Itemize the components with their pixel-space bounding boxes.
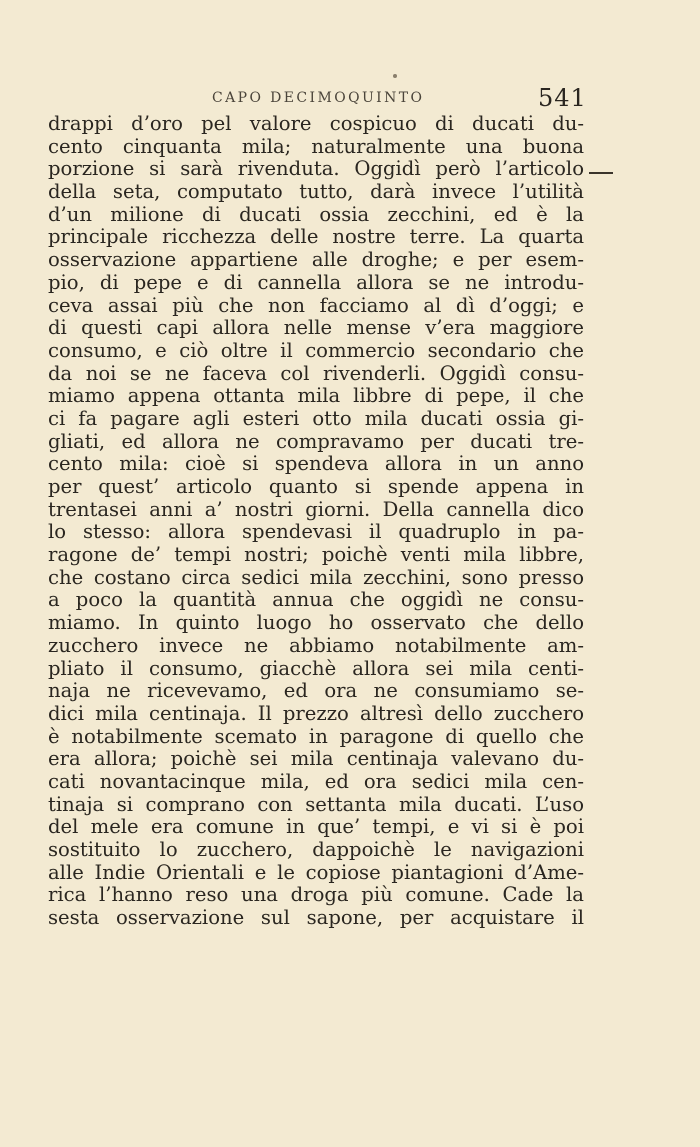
text-line: cento mila: cioè si spendeva allora in un anno [48, 452, 584, 476]
text-line: per quest’ articolo quanto si spende appena in [48, 475, 584, 498]
page-number: 541 [538, 84, 587, 112]
text-line: della seta, computato tutto, darà invece l’utilità [48, 180, 584, 204]
text-line: pliato il consumo, giacchè allora sei mila centi- [48, 656, 584, 680]
text-line: ci fa pagare agli esteri otto mila ducati ossia gi- [48, 406, 584, 430]
text-line: ceva assai più che non facciamo al dì d’oggi; e [48, 293, 584, 317]
text-line: da noi se ne faceva col rivenderli. Oggidì consu- [48, 361, 584, 385]
text-line: d’un milione di ducati ossia zecchini, ed è la [48, 202, 584, 226]
text-line: tinaja si comprano con settanta mila ducati. L’uso [48, 792, 584, 816]
text-line: lo stesso: allora spendevasi il quadruplo in pa- [48, 520, 584, 544]
text-line: principale ricchezza delle nostre terre. La quarta [48, 225, 584, 249]
text-line: drappi d’oro pel valore cospicuo di ducati du- [48, 112, 584, 135]
text-line: naja ne ricevevamo, ed ora ne consumiamo se- [48, 679, 584, 703]
text-line: è notabilmente scemato in paragone di quello che [48, 724, 584, 748]
margin-dash [589, 172, 613, 174]
text-line: gliati, ed allora ne compravamo per ducati tre- [48, 429, 584, 453]
text-line: trentasei anni a’ nostri giorni. Della cannella dico [48, 497, 584, 521]
text-line: ragone de’ tempi nostri; poichè venti mila libbre, [48, 543, 584, 567]
running-title: CAPO DECIMOQUINTO [212, 90, 425, 106]
text-line: del mele era comune in que’ tempi, e vi si è poi [48, 815, 584, 839]
running-head [0, 84, 700, 114]
text-line: cati novantacinque mila, ed ora sedici mila cen- [48, 769, 584, 793]
text-line: pio, di pepe e di cannella allora se ne introdu- [48, 270, 584, 294]
text-line: a poco la quantità annua che oggidì ne consu- [48, 588, 584, 612]
text-line: miamo. In quinto luogo ho osservato che dello [48, 611, 584, 635]
text-line: dici mila centinaja. Il prezzo altresì dello zucchero [48, 701, 584, 725]
text-line: miamo appena ottanta mila libbre di pepe, il che [48, 384, 584, 408]
text-line: osservazione appartiene alle droghe; e per esem- [48, 248, 584, 272]
text-line: che costano circa sedici mila zecchini, sono presso [48, 565, 584, 589]
body-text [48, 113, 584, 930]
text-line: porzione si sarà rivenduta. Oggidì però l’articolo [48, 157, 584, 181]
text-line: rica l’hanno reso una droga più comune. Cade la [48, 883, 584, 907]
text-line: era allora; poichè sei mila centinaja valevano du- [48, 747, 584, 771]
text-line: sostituito lo zucchero, dappoichè le navigazioni [48, 838, 584, 861]
text-line: di questi capi allora nelle mense v’era maggiore [48, 316, 584, 340]
text-line: zucchero invece ne abbiamo notabilmente am- [48, 633, 584, 657]
print-speck [393, 74, 397, 78]
text-line: cento cinquanta mila; naturalmente una buona [48, 134, 584, 158]
text-line: alle Indie Orientali e le copiose piantagioni d’Ame- [48, 860, 584, 884]
text-line: sesta osservazione sul sapone, per acquistare il [48, 906, 584, 930]
text-line: consumo, e ciò oltre il commercio secondario che [48, 338, 584, 362]
